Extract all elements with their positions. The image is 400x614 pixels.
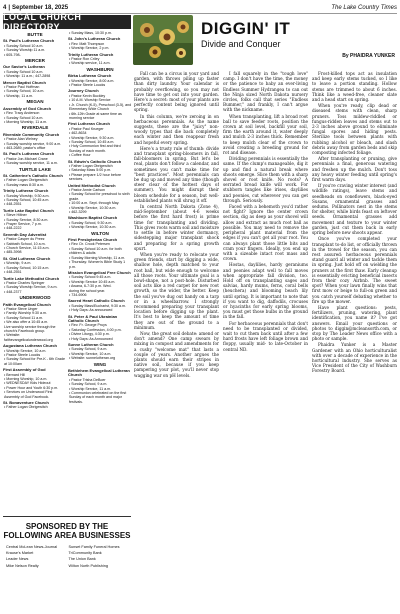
article-paragraph: After transplanting or pruning, give perennials a final, generous watering and freshen up the mulch. Don't toss any heavy winter feeding until spring's first warm days. (312, 156, 397, 183)
directory-detail-line: • Sunday School 9:45 a.m. (69, 275, 112, 280)
directory-church-name: First Lutheran Church (68, 121, 111, 127)
directory-detail-line: • Sunday Service, 8:30 a.m. (4, 217, 49, 222)
article-paragraph: For herbaceous perennials that don't need to be transplanted or divided, wait to cut them back until after a few hard frosts have left foliage brown and floppy, usually mid- to late-October in central ND. (223, 320, 308, 352)
paper-name: The Lake Country Times (331, 4, 397, 11)
directory-detail-line: • Pastor Casper du Preez (4, 237, 45, 242)
directory-detail-line: • Sunday School for Pre-K - 6th Grade at 10:00am (4, 357, 65, 366)
directory-church-name: First Presbyterian Church (68, 237, 118, 243)
article-paragraph: When you're ready to relocate your green friends, start by digging a wide, shallow hole, depth matched to your root ball, but wide enough to welcome all those roots. Your ultimate goal is a bowl-shape, not a post-hole. Disturbed soil acts like a red carpet for new root growth, so the wider, the better. Keep the soil you've dug out handy on a tarp or in a wheelbarrow. I strongly recommend preparing your transplant location before digging up the plant. It's best to keep the amount of time they are out of the ground to a minimum. (134, 251, 219, 330)
article-column-2 (223, 71, 308, 611)
directory-detail-line: • Worship Service, 10 a.m. (4, 348, 47, 353)
directory-detail-line: • Father Logan Obrigewitch (69, 163, 113, 168)
article-paragraph: Faced with a behemoth you'd rather not fight? Ignore the center crown section, dig as deep as your shovel will allow and extract as much root ball as possible. You may need to remove the peripheral plant material from the edges if you can't get all your root. You can always plant those little bits and cram your fingers. Ideally, you end up with a sizeable intact root mass and crown. (223, 204, 308, 262)
sponsor-business: Mike Nelson Realty (6, 563, 39, 568)
directory-detail-line: • Sunday School, 10:45 a.m. (4, 198, 50, 202)
directory-detail-line: • Worship Service, 8:00 a.m. (69, 78, 115, 83)
directory-detail-line: • Worship: 11 a.m.; 447-2898 (4, 74, 51, 79)
directory-detail-line: • Church Service, 11:15 a.m. (4, 246, 50, 251)
directory-detail-line: • Sabbath School, 10 a.m. (4, 241, 46, 246)
directory-detail-line: Live worship service through the church's Facebook group. (4, 324, 56, 333)
directory-detail-line: • Sunday Worship Service, 9 a.m. (4, 285, 58, 290)
directory-church-name: Trinity Lutheran Church (68, 51, 114, 57)
column-title: DIGGIN' IT (201, 19, 291, 38)
directory-detail-line: • Pastor Alan Welney (4, 137, 38, 142)
sponsor-business: TriCommunity Bank (68, 551, 102, 556)
directory-town-heading: WING (93, 361, 107, 367)
directory-detail-line: • Sunday Mass/Eucharist, 9:30 a.m. (69, 303, 126, 308)
directory-church-name: St. Edwin's Catholic Church (68, 158, 122, 164)
article-paragraph: When transplanting, lift a broad root ball to save feeder roots, position the crown at soil level, backfill your soil, firm the earth around it, water deeply and mulch 2-3 inches thick. Remember to keep mulch clear of the crown to avoid creating a breeding ground for rot and disease. (223, 113, 308, 156)
article-column-3 (312, 71, 397, 611)
sponsor-business: Krause's Market (6, 551, 34, 556)
header-separator: | (8, 4, 11, 11)
article-paragraph: Fall can be a circus in your yard and garden, with throws piling up faster than dirty laundry. Your calendar is probably overflowing, so you may not have time to get out into your garden. Here's a secret: most of your plants are perfectly content being ignored until spring. (134, 71, 219, 113)
directory-detail-line: • Sunday School, 9:30 a.m. (69, 220, 113, 225)
directory-church-name: Journey Church (68, 88, 99, 94)
directory-detail-line: • Sunday worship service, 11 a.m. (4, 161, 58, 166)
directory-town-heading: RIVERDALE (21, 125, 49, 131)
directory-detail-line: • 462-3299 (69, 210, 87, 215)
directory-detail-line: • Pastor Paul Hoffman (4, 85, 40, 90)
directory-detail-line: • Steve Hiltner (4, 213, 27, 218)
sponsor-business-list (3, 545, 131, 569)
directory-detail-line: • Services on Underwood First Assembly of God Facebook. (4, 390, 53, 399)
directory-church-name: St. Olaf Lutheran Church (3, 255, 51, 261)
directory-church-name: Bethlehem Evangelical Lutheran Church (68, 368, 130, 378)
church-directory-column-1 (3, 31, 67, 513)
directory-detail-line: • Morning Worship, 10 a.m. (4, 377, 48, 382)
directory-detail-line: • Pastor Kevin Buckley (69, 93, 106, 98)
directory-detail-line: • WEDNESDAY Kids Hideout (4, 381, 51, 386)
article-paragraph: I fall squarely in the "tough love" camp. I don't have the time, the money or the patience to baby an ever-living Endless Summer Hydrangea to can out the Ninja sized North Dakota nursery circles, folks call that series "Endless Bummer," and frankly, I can't argue with the nickname. (223, 71, 308, 113)
directory-detail-line: • Pastor Paul Krueger (69, 126, 104, 131)
directory-detail-line: • Pastor Trisha DeBoer (69, 377, 106, 382)
directory-detail-line: • Sunday School, 9 a.m. (69, 347, 108, 352)
directory-church-name: Washburn Baptist Church (68, 215, 118, 221)
article-paragraph: Phaidra Yunker is a Master Gardener with an Ohio horticulturalist with over a decade of experience in the horticultural industry. She serves as Vice President of the City of Washburn Forestry Board. (312, 342, 397, 374)
directory-church-name: United Methodist Church (68, 182, 116, 188)
directory-church-name: St. Paul's Lutheran Church (3, 38, 55, 44)
directory-detail-line: • 448-2551 (4, 270, 22, 275)
article-headline: Divide and Conquer (201, 39, 281, 49)
directory-church-name: Our Savior's Lutheran (3, 64, 45, 70)
directory-detail-line: • Family Worship 9:30 a.m. (4, 311, 47, 316)
article-paragraph: Dividing perennials is essentially the same. If the clump's manageable, dig it up and find a natural break where shoots emerge. Slice them with a sharp shovel or root knife. No roots? A serrated bread knife will work. For stubborn tangles like irises, daylilies and peonies, cut wherever you can get through. Seriously. (223, 156, 308, 203)
directory-detail-line: • Sunday Mass, 10:30 p.m. (69, 31, 113, 35)
directory-detail-line: • Pastor Steele Loucks (69, 83, 106, 88)
sponsor-business: The Union Bank (68, 557, 96, 562)
directory-town-heading: BUTTE (27, 32, 43, 37)
directory-detail-line: • Divine Liturgy, 4:30 p.m. (69, 332, 110, 337)
directory-detail-line: • Sunday School 10 a.m. for both children & adults (69, 246, 122, 256)
article-paragraph: Once you've completed your transplant to-do list, or officially thrown in the trowel for the season, you can rest assured: herbaceous perennials stand guard all winter and tackle them in spring. Just hold off on wielding the pruners at the first thaw. Early cleanup is essentially evicting beneficial insects from their cozy Airbnb. The sweet spot? When your lawn finally wins that first mow or beige to full-on green and you catch yourself debating whether to fire up the mower. (312, 236, 397, 304)
directory-detail-line: • Sunday Worship, 9:30 a.m. (4, 193, 50, 198)
article-paragraph: Now, the great soil debate: amend or don't amend? One camp swears by mixing in compost and amendments for a cushy "welcome mat" that lasts a couple of years. Another argues the plants should earn their stripes in native soil, because if you keep pampering your plot, you'll never stop wagging war on pH levels. (134, 330, 219, 378)
directory-church-name: St. John's Lutheran Church (68, 36, 121, 42)
directory-church-name: Augustana Lutheran Church (3, 343, 58, 349)
directory-detail-line: • We also offer a 10:45 a.m. (4, 320, 49, 325)
directory-detail-line: • Rev. Dr. Crook Petersen (69, 242, 110, 247)
directory-detail-line: • 10 A.M. Worship Service (69, 98, 111, 103)
directory-detail-line: • Communion celebrated on the first Sunday of each month and major festivals. (69, 391, 127, 404)
directory-town-heading: WILTON (91, 230, 109, 236)
directory-detail-line: • Sunday School 10 a.m. (4, 43, 44, 48)
sponsor-business: Leader News (6, 557, 29, 562)
directory-church-name: Sunne Lutheran Church (68, 342, 114, 347)
directory-detail-line: • Worship Service, 10 a.m. (69, 351, 112, 356)
directory-detail-line: • 6th-12th Grade at same time as morning service (69, 111, 122, 120)
directory-detail-line: • Jr. Church (K-5), Preschool (3-5), and Elementary Wide Church (69, 102, 132, 112)
directory-detail-line: • Bernard Hill (4, 372, 26, 377)
sponsor-title: SPONSORED BY THE FOLLOWING AREA BUSINESSES (3, 522, 131, 540)
sponsor-business: Wilton North Publishing (68, 563, 108, 568)
issue-date: September 18, 2025 (12, 4, 69, 11)
directory-detail-line: • 462-8634 (69, 131, 87, 136)
directory-detail-line: • Sunday School, 10 a.m. (4, 89, 45, 94)
directory-detail-line: • Website: sunnelutheran.org (69, 356, 116, 361)
directory-detail-line: during the school year. (69, 288, 106, 293)
directory-church-name: St. Catherine's Catholic Church (3, 172, 63, 178)
directory-church-name: St. Peter & Paul Ukrainian Catholic Church (68, 313, 118, 323)
directory-detail-line: • Holy Days: As Announced (69, 336, 113, 341)
sponsor-box (3, 516, 131, 611)
directory-detail-line: • Saturday Mass 5:00 p.m. (69, 168, 112, 173)
article-column-1 (134, 71, 219, 611)
directory-detail-line: • 448-2222 (4, 226, 22, 231)
directory-detail-line: • Sunday School, 10:45 a.m. (69, 139, 115, 144)
article-paragraph: In central North Dakota (Zone 4), mid-September (about 4-6 weeks before the first hard frost) is prime time for transplanting and dividing. This gives roots warm soil and moisture to settle in before winter dormancy, sidestepping major transplant shock and preparing for a spring growth spurt. (134, 204, 219, 251)
directory-detail-line: • Rev. Fr. George Pruys (69, 323, 107, 328)
sponsor-business: Sunset Family Funeral Homes (68, 545, 120, 549)
directory-detail-line: • Worship Service, 11 a.m. (69, 386, 112, 391)
directory-church-name: Sacred Heart Catholic Church (68, 298, 125, 304)
directory-detail-line: • Holy Communion first and third Sunday of each month. (69, 144, 121, 153)
directory-church-name: First Assembly of God (3, 367, 46, 373)
directory-church-name: Mission Evangelical Free Church (68, 269, 131, 275)
article-paragraph: Here's a trusty rule of thumb: divide and transplant spring-bloomers in fall, fall-bloomers in spring. But let's be real, plants don't follow a calendar, and sometimes you can't make time for "best practices". Most perennials can be dug up and moved any time (though steer clear of the hottest days of summer). You might disrupt their bloom schedule for a season, but well-established plants will shrug it off. (134, 145, 219, 203)
directory-town-heading: MEGAN (26, 99, 44, 105)
directory-detail-line: • 605-798- (4, 52, 21, 57)
directory-detail-line: • Sunday School 11 a.m. (4, 315, 44, 320)
sponsor-business: Central McLean News-Journal (6, 545, 58, 549)
directory-church-name: Turtle Lake Methodist Church (3, 275, 60, 281)
directory-detail-line: • 448-2551 (4, 202, 22, 207)
directory-church-name: Riverdale Community Church (3, 131, 60, 137)
article-paragraph: Frost-killed tops act as insulation and keep early stems tucked, so I like to leave a portion standing. Hollow stems are trimmed to about 6 inches. Think like a weed-free, cleaner slate and a head start on spring. (312, 71, 397, 103)
directory-detail-line: • Saturday Confession, 4:00 p.m. (69, 327, 122, 332)
directory-detail-line: • Website: faithevangelicalunderwood.org (4, 333, 53, 342)
directory-detail-line: • Sunday Worship 11 a.m. (4, 48, 46, 53)
directory-town-heading: TURTLE LAKE (19, 166, 51, 172)
directory-detail-line: • Power Hour and Youth 6:30 p.m. (4, 385, 59, 390)
directory-detail-line: • Sunday Morning Worship, 11 a.m. (69, 255, 126, 260)
directory-church-name: Assembly of God Church (3, 105, 52, 111)
directory-church-name: Turtle Lake Baptist Church (3, 207, 54, 213)
directory-detail-line: • Sunday mass 8:30 a.m. (4, 182, 45, 187)
directory-detail-line: • Thursday: Women's Bible Study 1 p.m. (69, 260, 126, 269)
article-paragraph: If you're craving winter interest (and wildlife ratings), leave stems and seedheads on coneflowers, black-eyed Susans, ornamental grasses and sedums. Pollinators nest in the stems for shelter, while birds feast on leftover seeds. Ornamental grasses add movement and texture to your winter garden, just cut them back in early spring before new shoots appear. (312, 183, 397, 236)
directory-town-heading: MERCER (25, 58, 45, 64)
article-paragraph: Have plant questions: pests, fertilizers, pruning, watering, plant identification, you name it? I've got answers. Email your questions or photos to diggin@mcleansorth.com, or stop by The Leader News office with a photo or sample. (312, 304, 397, 342)
directory-detail-line: • Please prepare 1/2 hour before services. (69, 172, 122, 182)
directory-detail-line: • Worship Service 10:45 a.m. (69, 279, 116, 284)
directory-church-name: Faith Evangelical Church (3, 301, 51, 307)
directory-detail-line: • 10:00 a.m. Sept. through May. (69, 201, 120, 206)
directory-detail-line: • Pastor Jon-Michael Crane (4, 156, 48, 161)
directory-detail-line: • Sunday School, 9 a.m. (69, 382, 108, 387)
directory-detail-line: • Sunday School 10 a.m. (4, 69, 44, 74)
directory-church-name: Mercer Baptist Church (3, 79, 46, 85)
directory-detail-line: • Pastor Steve Unger (4, 306, 38, 311)
directory-detail-line: • Sunday worship service, 9:00 a.m. (4, 141, 62, 146)
article-paragraph: Hostas, daylilies, hardy geraniums and peonies adapt well to fall moves when appropriate fall division, too. Hold off on transplanting sages and salvias, hardy mums, ferns, coral bells (heuchera) and blooming beach lily until spring. It is important to note that if you want to dig, daffodils, crocuses or hyacinths for early spring blooms, you must get those bulbs in the ground in the fall. (223, 262, 308, 320)
directory-detail-line: • Father Logan Obrigewitch (4, 405, 48, 410)
article-paragraph: When you're ready, clip dead or diseased stems with clean, sharp pruners. Toss mildew-riddled or fungus-ridden leaves and stems out to 2-3 inches above ground to eliminate fungal spores and hiding pests. Sterilize tools between plants with rubbing alcohol or bleach, and slash debris away from garden beds and skip composting infected foliage. (312, 103, 397, 156)
church-directory-title: LOCAL CHURCH DIRECTORY (3, 15, 131, 29)
directory-detail-line: • Sunday School for preschool to sixth grade. (69, 192, 130, 201)
directory-detail-line: • Worship, 9 a.m. (4, 261, 32, 266)
directory-detail-line: • 463-2689, pastor's office (4, 145, 46, 150)
article-header (133, 15, 397, 65)
directory-church-name: St. Bonaventure Church (3, 400, 49, 406)
directory-detail-line: • Pastor Ron Criley (69, 57, 100, 62)
directory-detail-line: • Worship Service, 10:30 a.m. (69, 205, 117, 210)
directory-detail-line: • Awana, 6-7:30 p.m. Wed. (69, 284, 112, 289)
directory-detail-line: • 734-6906 (69, 292, 87, 297)
directory-detail-line: • Pastor Steele Loucks (4, 353, 41, 357)
directory-detail-line: • 485-3998 (4, 250, 22, 255)
directory-church-name: Trinity Lutheran Church (3, 188, 49, 194)
directory-detail-line: • Rev. Tracy Anderson (4, 111, 40, 116)
article-paragraph: In this column, we're zeroing in on herbaceous perennials. As the name suggests, these are the "juicy" non-woody types that die back completely each winter and then reappear fresh and hopeful every spring. (134, 113, 219, 145)
directory-detail-line: • Sunday School, 10:15 a.m. (4, 265, 50, 270)
directory-church-name: Seventh Day Adventist (3, 231, 47, 237)
directory-detail-line: • Pastor Annie Carlson (69, 188, 106, 192)
church-directory-column-2 (68, 31, 132, 513)
directory-town-heading: WASHBURN (86, 66, 114, 72)
directory-detail-line: • Worship service, 11 a.m. (69, 61, 111, 66)
directory-detail-line: • Sunday School 10 a.m. (4, 115, 44, 120)
directory-detail-line: • Worship Service, 2 p.m. (69, 46, 110, 51)
directory-detail-line: • Worship, 11 a.m. (4, 93, 34, 98)
directory-detail-line: • Worship Service, 9:30 a.m. (69, 135, 115, 140)
directory-detail-line: • Prayer Service, 7 p.m. (4, 222, 42, 227)
directory-detail-line: • Worship Service, 10:30 a.m. (69, 225, 117, 230)
directory-detail-line: • Holy Days: As announced (69, 308, 113, 313)
directory-church-name: St. Paul's Lutheran Church (3, 151, 55, 157)
page-number: 4 (3, 4, 7, 11)
directory-detail-line: • Father Logan Obrigewitch (4, 178, 48, 183)
article-byline: By PHAIDRA YUNKER (342, 53, 395, 59)
directory-town-heading: UNDERWOOD (19, 295, 51, 301)
directory-detail-line: • 448-2377 (4, 289, 22, 294)
garden-flowers-photo (133, 15, 193, 65)
directory-detail-line: • Morning Worship, 11 a.m. (4, 119, 48, 124)
directory-detail-line: • Pastor Charles Springer (4, 280, 45, 285)
directory-detail-line: • Coffee Hour (69, 153, 91, 158)
directory-detail-line: • Rev. Matt Thompson (69, 41, 105, 46)
directory-church-name: Birka Lutheran Church (68, 73, 112, 79)
